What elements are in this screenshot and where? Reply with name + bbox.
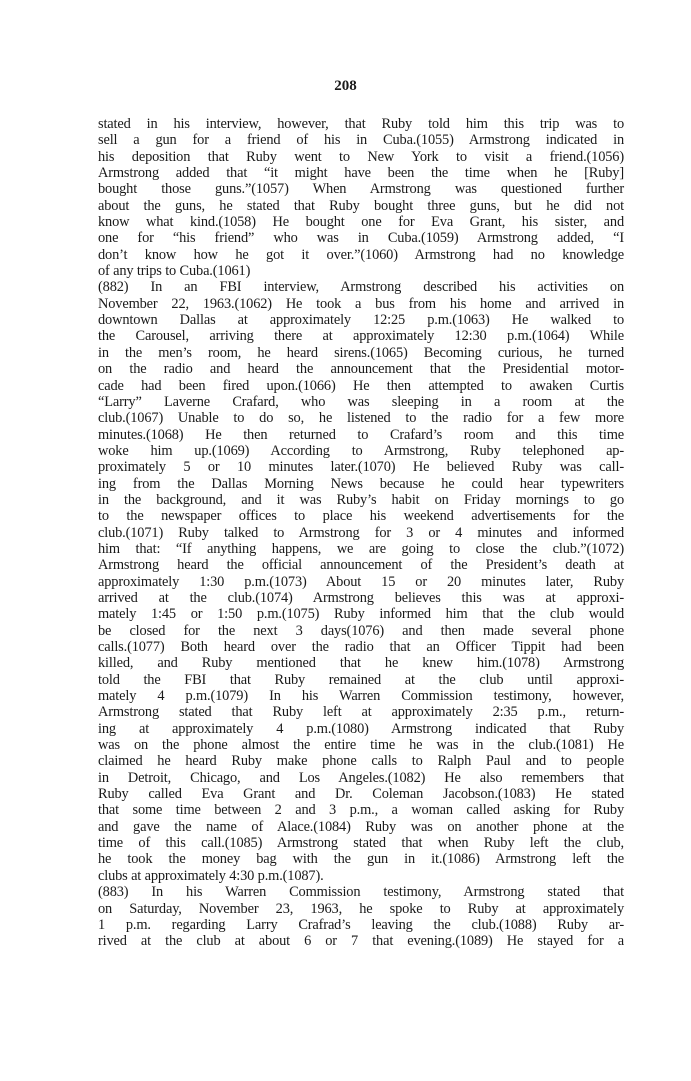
text-line: know what kind.(1058) He bought one for Eva Grant, his sister, and	[98, 214, 624, 231]
text-line: November 22, 1963.(1062) He took a bus from his home and arrived in	[98, 295, 624, 312]
text-line: he took the money bag with the gun in it.(1086) Armstrong left the	[98, 851, 624, 868]
text-line: Armstrong stated that Ruby left at approximately 2:35 p.m., return-	[98, 704, 624, 721]
text-line: to the newspaper offices to place his weekend advertisements for the	[98, 508, 624, 525]
text-line: his deposition that Ruby went to New York to visit a friend.(1056)	[98, 148, 624, 165]
text-line: woke him up.(1069) According to Armstrong, Ruby telephoned ap-	[98, 442, 624, 459]
text-line: ing at approximately 4 p.m.(1080) Armstrong indicated that Ruby	[98, 720, 624, 737]
text-line: minutes.(1068) He then returned to Crafard’s room and this time	[98, 426, 624, 443]
text-line: in the background, and it was Ruby’s habit on Friday mornings to go	[98, 491, 624, 508]
text-line: claimed he heard Ruby make phone calls to Ralph Paul and to people	[98, 753, 624, 770]
text-line: don’t know how he got it over.”(1060) Armstrong had no knowledge	[98, 246, 624, 263]
text-line: ing from the Dallas Morning News because he could hear typewriters	[98, 475, 624, 492]
text-line: approximately 1:30 p.m.(1073) About 15 or 20 minutes later, Ruby	[98, 573, 624, 590]
text-line: calls.(1077) Both heard over the radio that an Officer Tippit had been	[98, 639, 624, 655]
text-line: bought those guns.”(1057) When Armstrong was questioned further	[98, 181, 624, 198]
text-line: killed, and Ruby mentioned that he knew him.(1078) Armstrong	[98, 655, 624, 672]
text-line: Armstrong added that “it might have been the time when he [Ruby]	[98, 165, 624, 182]
text-line: “Larry” Laverne Crafard, who was sleeping in a room at the	[98, 393, 624, 410]
text-line: told the FBI that Ruby remained at the club until approxi-	[98, 671, 624, 688]
text-line: on the radio and heard the announcement that the Presidential motor-	[98, 361, 624, 378]
text-line: and gave the name of Alace.(1084) Ruby was on another phone at the	[98, 818, 624, 835]
text-line: that some time between 2 and 3 p.m., a woman called asking for Ruby	[98, 802, 624, 819]
text-line: stated in his interview, however, that Ruby told him this trip was to	[98, 116, 624, 132]
text-line: club.(1071) Ruby talked to Armstrong for 3 or 4 minutes and informed	[98, 524, 624, 541]
text-line: proximately 5 or 10 minutes later.(1070) He believed Ruby was call-	[98, 459, 624, 476]
text-line: clubs at approximately 4:30 p.m.(1087).	[98, 867, 324, 884]
page-number: 208	[334, 78, 357, 94]
text-line: Armstrong heard the official announcement of the President’s death at	[98, 557, 624, 574]
text-line: Ruby called Eva Grant and Dr. Coleman Jacobson.(1083) He stated	[98, 786, 624, 803]
text-line: 1 p.m. regarding Larry Crafrad’s leaving the club.(1088) Ruby ar-	[98, 916, 624, 933]
text-line: cade had been fired upon.(1066) He then attempted to awaken Curtis	[98, 377, 624, 394]
text-line: arrived at the club.(1074) Armstrong believes this was at approxi-	[98, 589, 624, 606]
text-line: time of this call.(1085) Armstrong stated that when Ruby left the club,	[98, 835, 624, 852]
text-line: downtown Dallas at approximately 12:25 p.m.(1063) He walked to	[98, 312, 624, 329]
text-line: be closed for the next 3 days(1076) and then made several phone	[98, 622, 624, 639]
text-line: was on the phone almost the entire time he was in the club.(1081) He	[98, 737, 624, 754]
text-line: club.(1067) Unable to do so, he listened to the radio for a few more	[98, 410, 624, 427]
text-line: (883) In his Warren Commission testimony, Armstrong stated that	[98, 884, 624, 901]
text-line: one for “his friend” who was in Cuba.(1059) Armstrong added, “I	[98, 230, 624, 247]
text-line: rived at the club at about 6 or 7 that evening.(1089) He stayed for a	[98, 933, 624, 950]
text-line: sell a gun for a friend of his in Cuba.(1055) Armstrong indicated in	[98, 132, 624, 149]
text-line: in the men’s room, he heard sirens.(1065) Becoming curious, he turned	[98, 344, 624, 361]
text-line: him that: “If anything happens, we are going to close the club.”(1072)	[98, 540, 624, 557]
text-line: the Carousel, arriving there at approximately 12:30 p.m.(1064) While	[98, 328, 624, 345]
text-line: about the guns, he stated that Ruby bought three guns, but he did not	[98, 197, 624, 214]
text-line: of any trips to Cuba.(1061)	[98, 263, 251, 280]
body-text	[98, 116, 624, 950]
text-line: on Saturday, November 23, 1963, he spoke to Ruby at approximately	[98, 900, 624, 917]
text-line: mately 4 p.m.(1079) In his Warren Commission testimony, however,	[98, 688, 624, 705]
text-line: mately 1:45 or 1:50 p.m.(1075) Ruby informed him that the club would	[98, 606, 624, 623]
text-line: (882) In an FBI interview, Armstrong described his activities on	[98, 279, 624, 296]
text-line: in Detroit, Chicago, and Los Angeles.(1082) He also remembers that	[98, 769, 624, 786]
